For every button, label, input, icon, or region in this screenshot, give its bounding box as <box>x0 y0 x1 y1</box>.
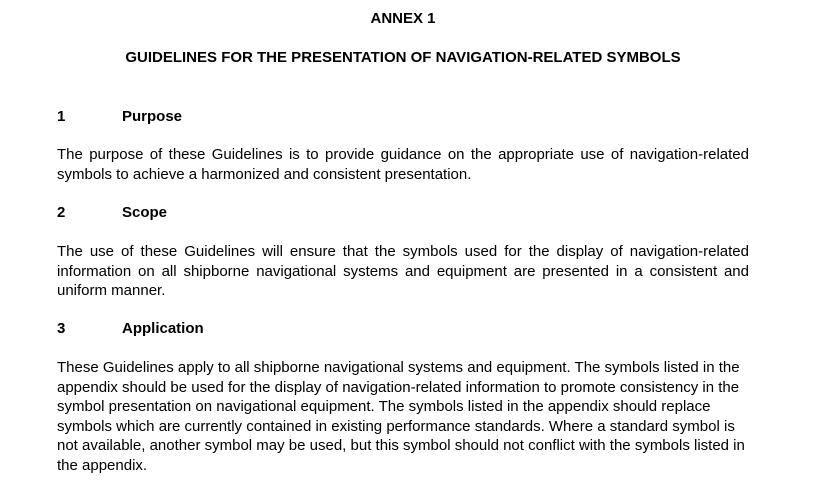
section-number: 2 <box>57 204 66 221</box>
section-title: Application <box>122 320 204 337</box>
section-title: Scope <box>122 204 168 221</box>
document-title: GUIDELINES FOR THE PRESENTATION OF NAVIGATION-RELATED SYMBOLS <box>125 49 681 66</box>
section-paragraph-scope: The use of these Guidelines will ensure that the symbols used for the display of navigation-related information on all shipborne navigational systems and equipment are presented in a consistent and uniform manner. <box>57 243 749 299</box>
section-heading-purpose <box>57 108 182 126</box>
annex-label: ANNEX 1 <box>370 10 436 27</box>
section-number: 1 <box>57 108 66 125</box>
section-heading-application <box>57 320 204 338</box>
section-number: 3 <box>57 320 66 337</box>
section-paragraph-purpose: The purpose of these Guidelines is to provide guidance on the appropriate use of navigation-related symbols to achieve a harmonized and consistent presentation. <box>57 146 749 183</box>
section-heading-scope <box>57 204 167 222</box>
section-title: Purpose <box>122 108 183 125</box>
section-paragraph-application: These Guidelines apply to all shipborne navigational systems and equipment. The symbols listed in the appendix should be used for the display of navigation-related information to promote consistency in the symbol presentation on navigational equipment. The symbols listed in the appendix should replace symbols which are currently contained in existing performance standards. Where a standard symbol is not available, another symbol may be used, but this symbol should not conflict with the symbols listed in the appendix. <box>57 359 745 474</box>
